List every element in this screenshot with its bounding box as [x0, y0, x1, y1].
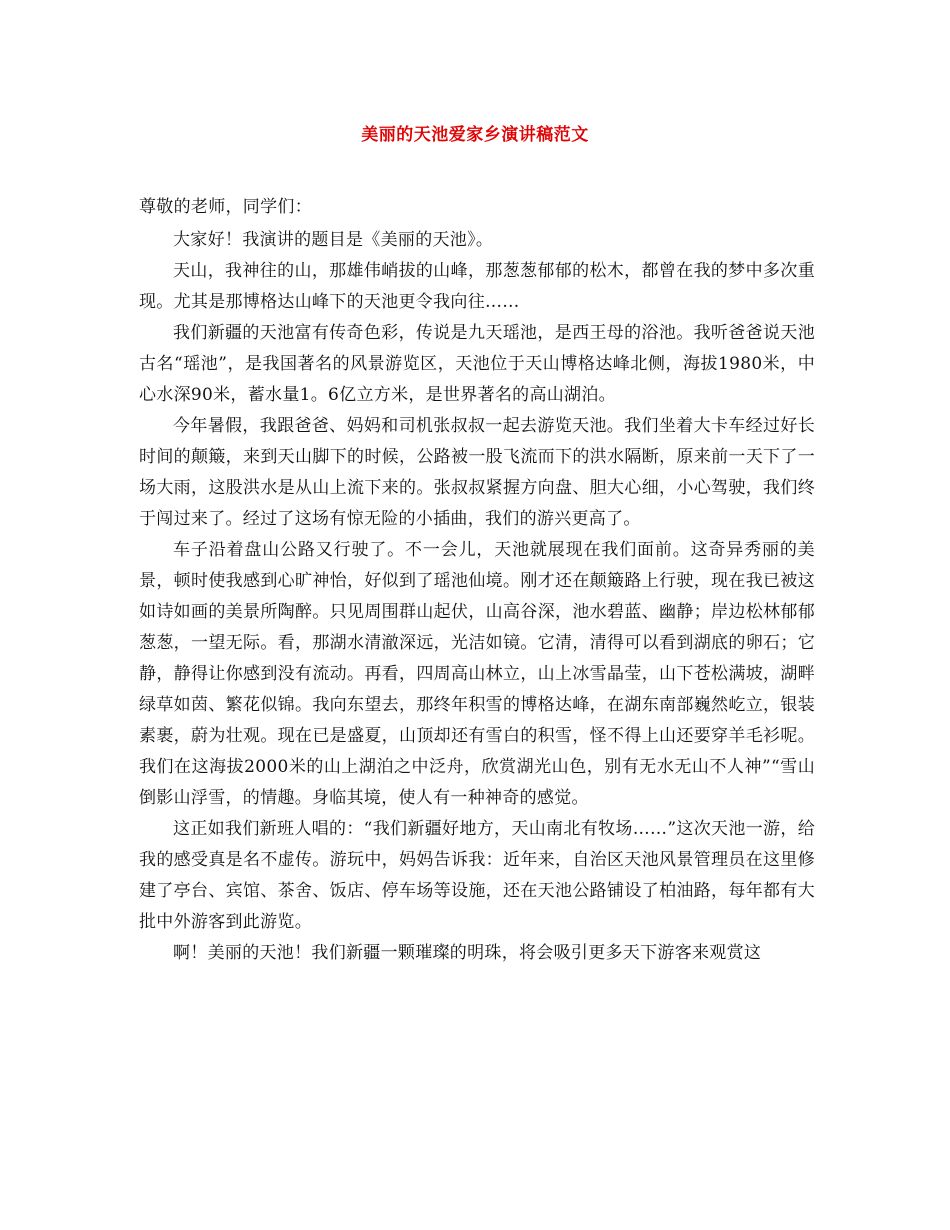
paragraph-scenery: 车子沿着盘山公路又行驶了。不一会儿，天池就展现在我们面前。这奇异秀丽的美景，顿时使我感到心旷神怡，好似到了瑶池仙境。刚才还在颠簸路上行驶，现在我已被这如诗如画的美景所陶醉。只见周围群山起伏，山高谷深，池水碧蓝、幽静；岸边松林郁郁葱葱，一望无际。看，那湖水清澈深远，光洁如镜。它清，清得可以看到湖底的卵石；它静，静得让你感到没有流动。再看，四周高山林立，山上冰雪晶莹，山下苍松满坡，湖畔绿草如茵、繁花似锦。我向东望去，那终年积雪的博格达峰，在湖东南部巍然屹立，银装素裹，蔚为壮观。现在已是盛夏，山顶却还有雪白的积雪，怪不得上山还要穿羊毛衫呢。我们在这海拔2000米的山上湖泊之中泛舟，欣赏湖光山色，别有无水无山不人神”“雪山倒影山浮雪，的情趣。身临其境，使人有一种神奇的感觉。	[139, 540, 815, 808]
paragraph-closing: 啊！美丽的天池！我们新疆一颗璀璨的明珠，将会吸引更多天下游客来观赏这	[173, 943, 762, 963]
salutation: 尊敬的老师，同学们：	[139, 197, 312, 217]
document-title: 美丽的天池爱家乡演讲稿范文	[361, 125, 589, 145]
paragraph-greeting: 大家好！我演讲的题目是《美丽的天池》。	[173, 230, 494, 250]
document-body	[139, 192, 815, 969]
paragraph-song: 这正如我们新班人唱的：“我们新疆好地方，天山南北有牧场……”这次天池一游，给我的感受真是名不虚传。游玩中，妈妈告诉我：近年来，自治区天池风景管理员在这里修建了亭台、宾馆、茶舍、饭店、停车场等设施，还在天池公路铺设了柏油路，每年都有大批中外游客到此游览。	[139, 819, 815, 932]
paragraph-trip: 今年暑假，我跟爸爸、妈妈和司机张叔叔一起去游览天池。我们坐着大卡车经过好长时间的颠簸，来到天山脚下的时候，公路被一股飞流而下的洪水隔断，原来前一天下了一场大雨，这股洪水是从山上流下来的。张叔叔紧握方向盘、胆大心细，小心驾驶，我们终于闯过来了。经过了这场有惊无险的小插曲，我们的游兴更高了。	[139, 416, 815, 529]
paragraph-tianshan: 天山，我神往的山，那雄伟峭拔的山峰，那葱葱郁郁的松木，都曾在我的梦中多次重现。尤其是那博格达山峰下的天池更令我向往……	[139, 261, 815, 312]
paragraph-legend: 我们新疆的天池富有传奇色彩，传说是九天瑶池，是西王母的浴池。我听爸爸说天池古名“瑶池”，是我国著名的风景游览区，天池位于天山博格达峰北侧，海拔1980米，中心水深90米，蓄水量1。6亿立方米，是世界著名的高山湖泊。	[139, 323, 815, 405]
